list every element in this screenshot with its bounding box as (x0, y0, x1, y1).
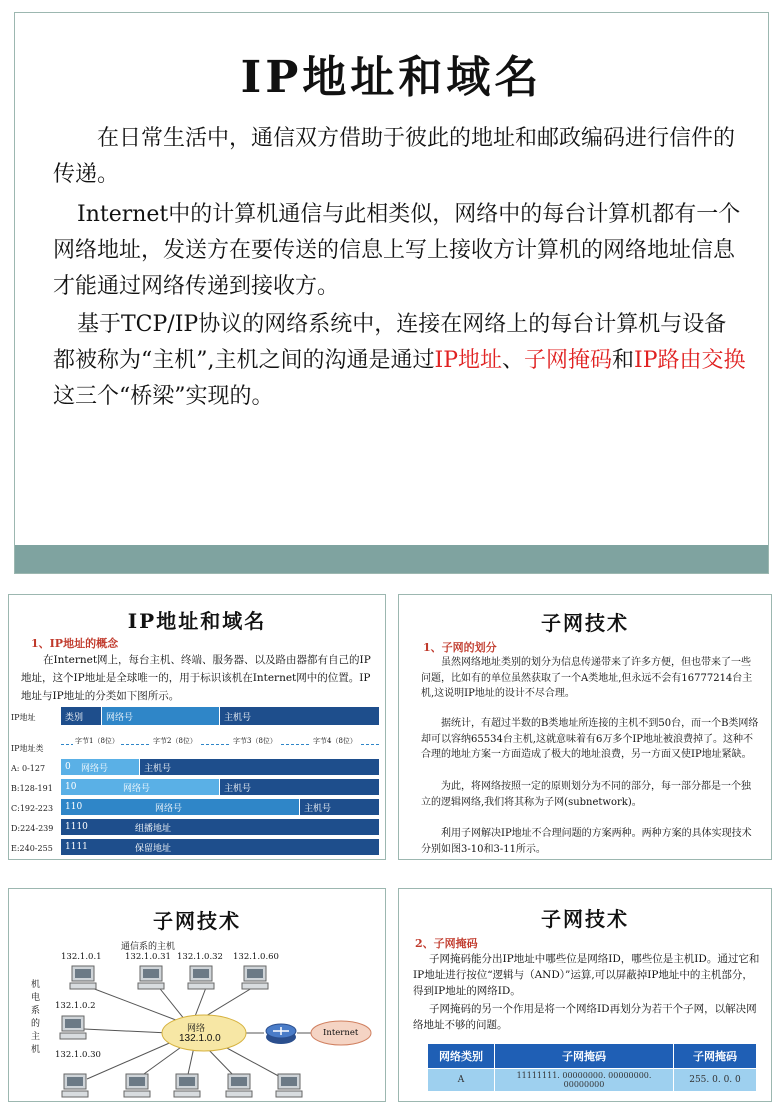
cell-class: A (428, 1069, 495, 1092)
class-c-prefix: 110 (61, 799, 83, 815)
paragraph-3 (53, 307, 746, 415)
ip-cell-host: 主机号 (220, 707, 379, 725)
subnet-mask-table (427, 1043, 757, 1092)
slide-main-footer-bar (15, 545, 768, 573)
computer-icon (225, 1073, 253, 1102)
network-label: 网络 (187, 1024, 206, 1034)
slide-subnet-mask (398, 888, 772, 1102)
header-network-class: 网络类别 (428, 1044, 495, 1069)
paragraph-3-text-b: 、 (502, 348, 525, 373)
slide-ip-classes-title: IP地址和域名 (127, 609, 267, 633)
slide-subnet-diagram (8, 888, 386, 1102)
class-a-row (61, 759, 379, 775)
class-e-reserved: 保留地址 (135, 843, 172, 854)
class-e-label: E:240-255 (11, 844, 53, 853)
class-b-host: 主机号 (220, 779, 379, 795)
slide-subnet-diagram-title: 子网技术 (153, 909, 241, 933)
class-a-network: 网络号 (73, 759, 139, 775)
cell-mask-decimal: 255. 0. 0. 0 (674, 1069, 757, 1092)
slide-main (14, 12, 769, 574)
subnet-division-p3: 为此，将网络按照一定的原则划分为不同的部分，每一部分都是一个独立的逻辑网络,我们将其称为子网(subnetwork)。 (421, 781, 751, 808)
subnet-division-p1: 虽然网络地址类别的划分为信息传递带来了许多方便，但也带来了一些问题，比如有的单位虽然获取了一个A类地址,但永远不会有16777214台主机,这说明IP地址的设计不尽合理。 (421, 657, 753, 699)
class-d-row (61, 819, 379, 835)
host-label-30: 132.1.0.30 (55, 1050, 101, 1060)
class-e-prefix: 1111 (65, 842, 88, 852)
paragraph-2-text: Internet中的计算机通信与此相类似，网络中的每台计算机都有一个网络地址，发送方在要传送的信息上写上接收方计算机的网络地址信息才能通过网络传递到接收方。 (53, 202, 741, 299)
section-heading: 1、IP地址的概念 (31, 637, 119, 650)
internet-label: Internet (323, 1028, 359, 1038)
subnet-division-p2: 据统计，有超过半数的B类地址所连接的主机不到50台，而一个B类网络却可以容纳65534台主机,这就意味着有6万多个IP地址被浪费掉了。这种不合理的地址方案一方面造成了极大的地址浪费，另一方面又使IP地址紧缺。 (421, 718, 759, 760)
class-c-label: C:192-223 (11, 804, 54, 813)
paragraph-2 (53, 197, 746, 305)
computer-icon (59, 1015, 87, 1045)
computer-icon (69, 965, 97, 995)
subnet-mask-heading: 2、子网掩码 (415, 937, 478, 950)
caption-comm-dept: 通信系的主机 (121, 942, 176, 952)
class-b-label: B:128-191 (11, 784, 53, 793)
cell-mask-binary: 11111111. 00000000. 00000000. 00000000 (495, 1069, 674, 1092)
ip-class-diagram (11, 707, 383, 857)
ip-address-label: IP地址 (11, 713, 36, 722)
highlight-ip-address: IP地址 (434, 348, 502, 373)
network-diagram (9, 889, 386, 1102)
header-mask-decimal: 子网掩码 (674, 1044, 757, 1069)
subnet-division-heading: 1、子网的划分 (423, 641, 497, 654)
byte-4-label: 字节4（8位） (313, 737, 357, 745)
paragraph-1-text: 在日常生活中，通信双方借助于彼此的地址和邮政编码进行信件的传递。 (53, 126, 736, 187)
paragraph-3-text-d: 这三个“桥梁”实现的。 (53, 384, 274, 409)
header-mask-binary: 子网掩码 (495, 1044, 674, 1069)
byte-1-label: 字节1（8位） (75, 737, 119, 745)
network-ip-label: 132.1.0.0 (179, 1033, 221, 1044)
class-b-network: 网络号 (79, 779, 219, 795)
class-c-row (61, 799, 379, 815)
ip-class-label: IP地址类 (11, 744, 44, 753)
highlight-ip-routing: IP路由交换 (634, 348, 746, 373)
side-label-mech-dept: 机电系的主机 (31, 980, 41, 1055)
computer-icon (275, 1073, 303, 1102)
computer-icon (137, 965, 165, 995)
byte-ruler (61, 733, 379, 755)
subnet-mask-p1: 子网掩码能分出IP地址中哪些位是网络ID，哪些位是主机ID。通过它和IP地址进行按位“逻辑与（AND）”运算,可以屏蔽掉IP地址中的主机部分，得到IP地址的网络ID。 (413, 953, 760, 997)
ip-cell-network: 网络号 (102, 707, 219, 725)
byte-3-label: 字节3（8位） (233, 737, 277, 745)
subnet-division-p4: 利用子网解决IP地址不合理问题的方案两种。两种方案的具体实现技术分别如图3-10和3-11所示。 (421, 828, 752, 855)
paragraph-3-text-a: 基于TCP/IP协议的网络系统中，连接在网络上的每台计算机与设备都被称为“主机”,主机之间的沟通是通过 (53, 312, 727, 373)
paragraph-1 (53, 121, 746, 193)
slide-ip-classes (8, 594, 386, 860)
computer-icon (187, 965, 215, 995)
class-a-host: 主机号 (140, 759, 379, 775)
slide-subnet-mask-title: 子网技术 (541, 907, 629, 931)
highlight-subnet-mask: 子网掩码 (524, 348, 613, 373)
class-b-prefix: 10 (61, 779, 79, 795)
class-c-host: 主机号 (300, 799, 379, 815)
router-icon (266, 1024, 296, 1044)
section-text: 在Internet网上，每台主机、终端、服务器、以及路由器都有自己的IP地址，这个IP地址是全球唯一的，用于标识该机在Internet网中的位置。IP地址与IP地址的分类如下图所示。 (21, 654, 371, 702)
slide-main-title: IP地址和域名 (240, 52, 543, 103)
computer-icon (123, 1073, 151, 1102)
class-d-prefix: 1110 (65, 822, 88, 832)
computer-icon (173, 1073, 201, 1102)
ip-cell-class: 类别 (61, 707, 101, 725)
paragraph-3-text-c: 和 (612, 348, 635, 373)
table-row (428, 1069, 757, 1092)
host-label-2: 132.1.0.2 (55, 1001, 96, 1011)
slide-subnet-division (398, 594, 772, 860)
byte-2-label: 字节2（8位） (153, 737, 197, 745)
class-c-network: 网络号 (83, 799, 299, 815)
host-label-1: 132.1.0.1 (61, 952, 102, 962)
computer-icon (241, 965, 269, 995)
host-label-31: 132.1.0.31 (125, 952, 171, 962)
host-label-60: 132.1.0.60 (233, 952, 279, 962)
slide-subnet-division-title: 子网技术 (541, 611, 629, 635)
subnet-mask-p2: 子网掩码的另一个作用是将一个网络ID再划分为若干个子网，以解决网络地址不够的问题。 (413, 1003, 757, 1031)
class-a-prefix: 0 (61, 759, 73, 775)
computer-icon (61, 1073, 89, 1102)
host-label-32: 132.1.0.32 (177, 952, 223, 962)
class-d-multicast: 组播地址 (135, 823, 172, 834)
class-b-row (61, 779, 379, 795)
class-e-row (61, 839, 379, 855)
ip-address-bar (61, 707, 379, 725)
table-header-row (428, 1044, 757, 1069)
class-d-label: D:224-239 (11, 824, 54, 833)
class-a-label: A: 0-127 (11, 764, 46, 773)
